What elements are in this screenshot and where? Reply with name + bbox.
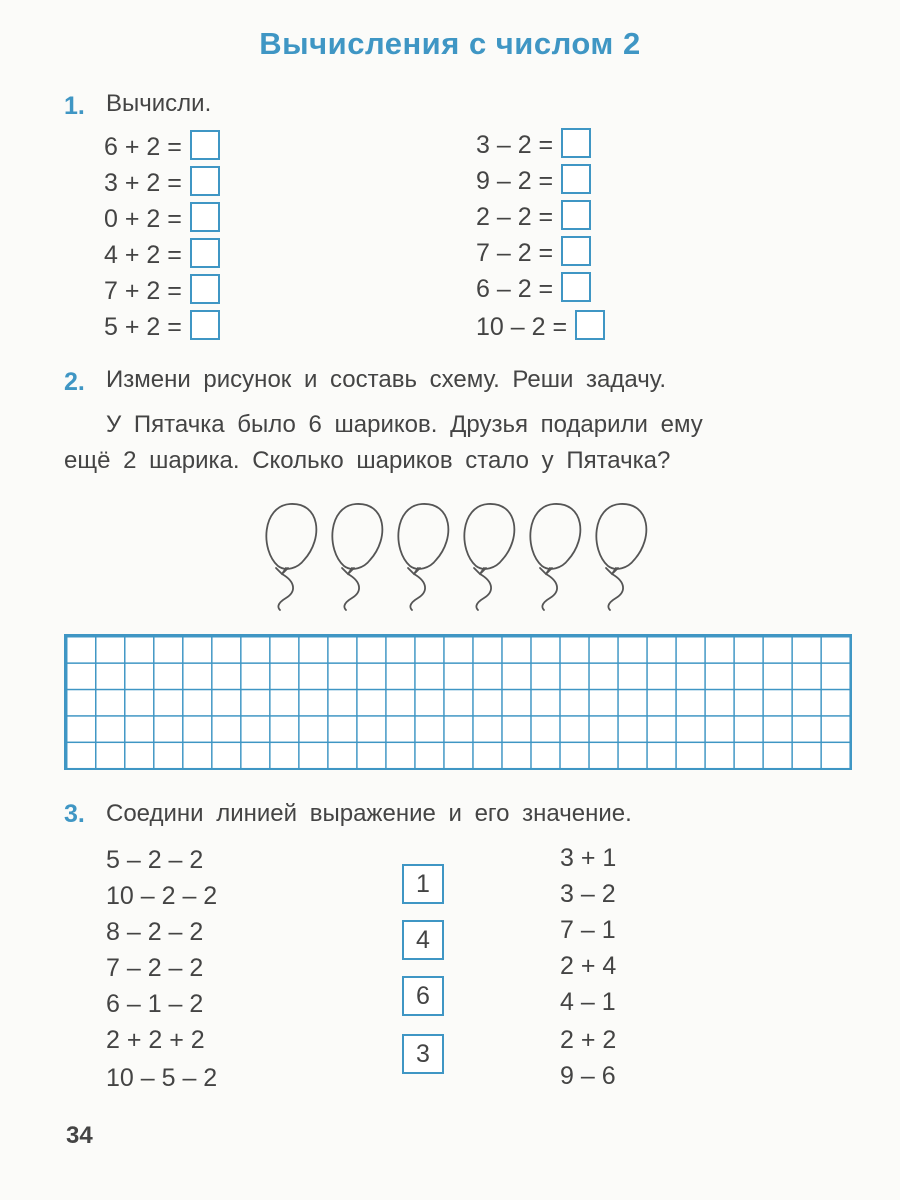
task3-right-4[interactable]: 4 – 1 [560,988,616,1016]
task3-left-3[interactable]: 7 – 2 – 2 [106,954,204,982]
answer-box[interactable] [561,236,591,266]
answer-box[interactable] [190,238,220,268]
task3-number: 3. [64,800,85,828]
task2-number: 2. [64,368,85,396]
task3-left-6[interactable]: 10 – 5 – 2 [106,1064,218,1092]
task3-right-2[interactable]: 7 – 1 [560,916,616,944]
answer-box[interactable] [561,128,591,158]
task3-left-0[interactable]: 5 – 2 – 2 [106,846,204,874]
task3-right-5[interactable]: 2 + 2 [560,1026,617,1054]
balloon-icon [596,504,646,610]
task3-left-4[interactable]: 6 – 1 – 2 [106,990,204,1018]
task1-right-2: 2 – 2 = [476,200,591,232]
answer-box[interactable] [190,130,220,160]
task3-instruction: Соедини линией выражение и его значение. [106,800,632,827]
task2-instruction: Измени рисунок и составь схему. Реши задачу. [106,366,666,393]
task3-left-1[interactable]: 10 – 2 – 2 [106,882,218,910]
task1-left-5: 5 + 2 = [104,310,220,342]
task3-right-0[interactable]: 3 + 1 [560,844,617,872]
balloon-icon [464,504,514,610]
answer-grid[interactable] [64,634,852,770]
task1-left-2: 0 + 2 = [104,202,220,234]
balloons-illustration [250,498,670,616]
answer-box[interactable] [190,202,220,232]
task1-right-3: 7 – 2 = [476,236,591,268]
task1-right-1: 9 – 2 = [476,164,591,196]
task1-left-4: 7 + 2 = [104,274,220,306]
value-box-1[interactable]: 1 [402,864,444,904]
answer-box[interactable] [561,200,591,230]
task1-left-1: 3 + 2 = [104,166,220,198]
balloon-icon [266,504,316,610]
task3-left-5[interactable]: 2 + 2 + 2 [106,1026,205,1054]
task2-problem-line1: У Пятачка было 6 шариков. Друзья подарили ему [106,411,703,438]
answer-box[interactable] [575,310,605,340]
value-box-3[interactable]: 3 [402,1034,444,1074]
answer-box[interactable] [561,272,591,302]
task1-instruction: Вычисли. [106,90,212,117]
answer-box[interactable] [561,164,591,194]
task2-problem-line2: ещё 2 шарика. Сколько шариков стало у Пятачка? [64,447,671,474]
answer-box[interactable] [190,310,220,340]
answer-box[interactable] [190,166,220,196]
task1-right-5: 10 – 2 = [476,310,605,342]
balloon-icon [530,504,580,610]
value-box-6[interactable]: 6 [402,976,444,1016]
task3-left-2[interactable]: 8 – 2 – 2 [106,918,204,946]
task1-right-0: 3 – 2 = [476,128,591,160]
value-box-4[interactable]: 4 [402,920,444,960]
balloon-icon [398,504,448,610]
task1-right-4: 6 – 2 = [476,272,591,304]
task3-right-6[interactable]: 9 – 6 [560,1062,616,1090]
task1-left-3: 4 + 2 = [104,238,220,270]
page-title: Вычисления с числом 2 [259,26,641,61]
page-number: 34 [66,1122,93,1149]
balloon-icon [332,504,382,610]
task3-right-1[interactable]: 3 – 2 [560,880,616,908]
task1-left-0: 6 + 2 = [104,130,220,162]
answer-box[interactable] [190,274,220,304]
task1-number: 1. [64,92,85,120]
task3-right-3[interactable]: 2 + 4 [560,952,617,980]
